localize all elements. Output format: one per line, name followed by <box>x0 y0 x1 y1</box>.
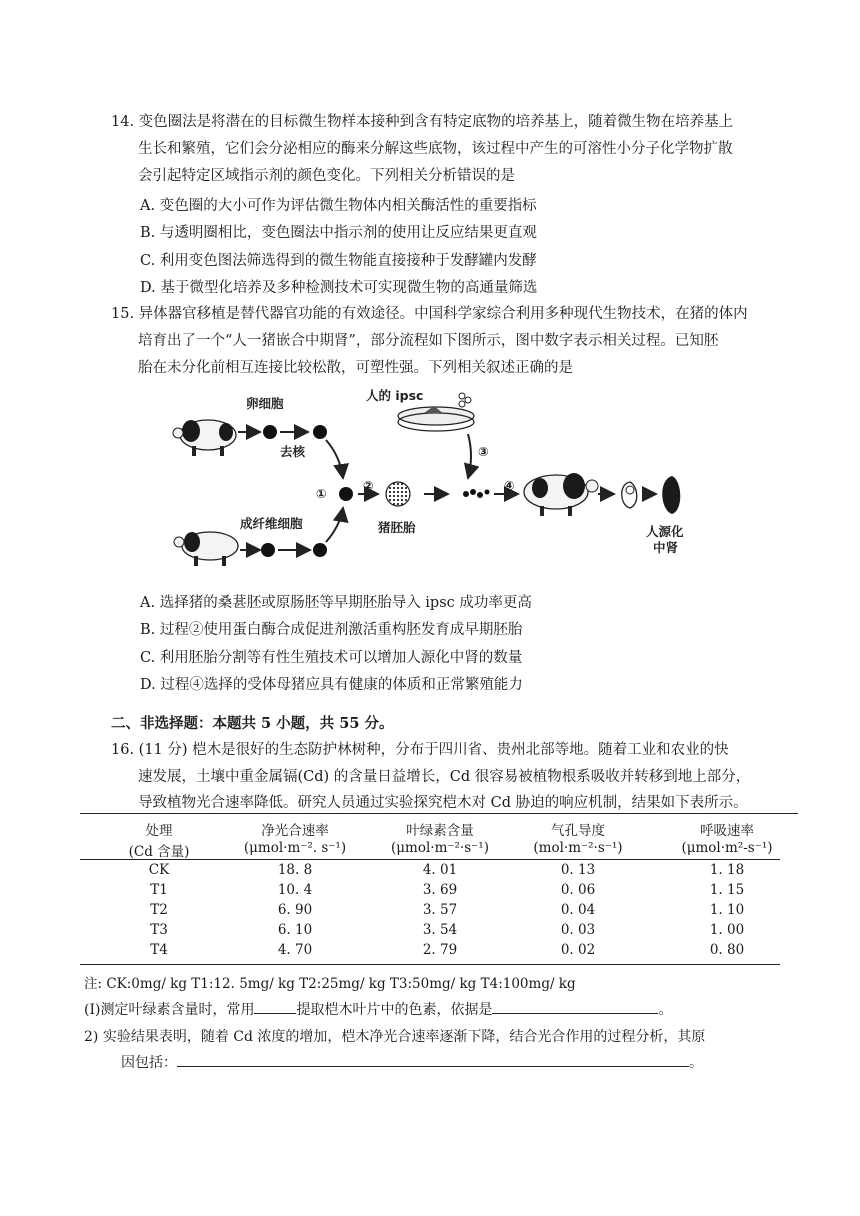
table-cell-treatment: CK <box>148 862 170 878</box>
human-ipsc-label: 人的 ipsc <box>366 388 424 403</box>
fibroblast-nucleus-icon <box>313 543 327 557</box>
step1-label: ① <box>316 486 327 501</box>
q16-sub1-end: 。 <box>658 1002 673 1018</box>
header-net-photo-unit: (μmol·m⁻². s⁻¹) <box>243 840 347 856</box>
kidney-label-line1: 人源化 <box>646 524 684 539</box>
chimeric-kidney-flow-diagram <box>168 386 688 576</box>
kidney-label-line2: 中肾 <box>653 540 679 555</box>
table-cell-chlorophyll: 2. 79 <box>422 942 458 958</box>
table-cell-stomatal: 0. 06 <box>560 882 596 898</box>
q16-sub1-text-a: (Ⅰ)测定叶绿素含量时，常用 <box>84 1002 255 1018</box>
table-cell-net-photo: 18. 8 <box>277 862 313 878</box>
q16-sub2-blank[interactable] <box>177 1052 689 1067</box>
fibroblast-cell-icon <box>261 543 275 557</box>
table-cell-treatment: T2 <box>150 902 168 918</box>
q15-option-a: A. 选择猪的桑葚胚或原肠胚等早期胚胎导入 ipsc 成功率更高 <box>140 595 532 611</box>
header-net-photo: 净光合速率 <box>261 823 329 839</box>
table-cell-treatment: T3 <box>150 922 168 938</box>
q16-sub2-end: 。 <box>689 1055 703 1071</box>
q16-sub2-line2 <box>121 1052 703 1072</box>
step3-label: ③ <box>478 444 489 459</box>
table-cell-treatment: T4 <box>150 942 168 958</box>
header-chlorophyll: 叶绿素含量 <box>406 823 474 839</box>
table-cell-stomatal: 0. 13 <box>560 862 596 878</box>
table-top-rule <box>80 813 798 814</box>
table-cell-stomatal: 0. 02 <box>560 942 596 958</box>
q16-sub1 <box>84 999 672 1019</box>
q16-stem-line2: 速发展，土壤中重金属镉(Cd) 的含量日益增长，Cd 很容易被植物根系吸收并转移到地上部分， <box>138 769 751 785</box>
q16-sub2-label: 因包括： <box>121 1055 177 1071</box>
table-cell-chlorophyll: 4. 01 <box>422 862 458 878</box>
table-cell-stomatal: 0. 03 <box>560 922 596 938</box>
step4-label: ④ <box>504 478 515 493</box>
step2-label: ② <box>363 478 374 493</box>
q14-option-b: B. 与透明圈相比，变色圈法中指示剂的使用让反应结果更直观 <box>140 225 537 241</box>
table-cell-stomatal: 0. 04 <box>560 902 596 918</box>
egg-cell-icon <box>263 425 277 439</box>
egg-cell-label: 卵细胞 <box>246 396 284 411</box>
table-cell-net-photo: 6. 90 <box>277 902 313 918</box>
q15-stem-line3: 胎在未分化前相互连接比较松散，可塑性强。下列相关叙述正确的是 <box>138 360 573 376</box>
table-cell-chlorophyll: 3. 54 <box>422 922 458 938</box>
q16-stem-line3: 导致植物光合速率降低。研究人员通过实验探究桤木对 Cd 胁迫的响应机制，结果如下表所示。 <box>138 795 748 811</box>
petri-dish-icon <box>398 406 474 431</box>
fetus-icon <box>622 482 637 508</box>
donor-pig-bottom-icon <box>174 532 238 566</box>
table-cell-respiration: 1. 18 <box>709 862 745 878</box>
fibroblast-label: 成纤维细胞 <box>240 516 303 531</box>
pig-embryo-icon <box>386 482 410 506</box>
table-bottom-rule <box>80 964 780 965</box>
enucleated-egg-icon <box>313 425 327 439</box>
table-cell-net-photo: 6. 10 <box>277 922 313 938</box>
enucleate-label: 去核 <box>280 444 306 459</box>
table-cell-net-photo: 4. 70 <box>277 942 313 958</box>
q15-stem-line2: 培育出了一个“人一猪嵌合中期肾”，部分流程如下图所示，图中数字表示相关过程。已知胚 <box>138 333 719 349</box>
table-cell-chlorophyll: 3. 57 <box>422 902 458 918</box>
header-respiration: 呼吸速率 <box>700 823 754 839</box>
table-cell-chlorophyll: 3. 69 <box>422 882 458 898</box>
q15-stem-line1: 15. 异体器官移植是替代器官功能的有效途径。中国科学家综合利用多种现代生物技术，在猪的体内 <box>111 306 748 322</box>
header-stomatal-unit: (mol·m⁻²·s⁻¹) <box>533 840 623 856</box>
table-note: 注: CK:0mg/ kg T1:12. 5mg/ kg T2:25mg/ kg T3:50mg/ kg T4:100mg/ kg <box>84 976 576 992</box>
q14-option-c: C. 利用变色图法筛选得到的微生物能直接接种于发酵罐内发酵 <box>140 253 537 269</box>
q15-option-c: C. 利用胚胎分割等有性生殖技术可以增加人源化中肾的数量 <box>140 650 523 666</box>
header-treatment-unit: (Cd 含量) <box>128 844 190 860</box>
table-header-rule <box>80 859 780 860</box>
q16-sub2-line1: 2) 实验结果表明，随着 Cd 浓度的增加，桤木净光合速率逐渐下降，结合光合作用的过程分析，其原 <box>84 1029 706 1045</box>
table-cell-respiration: 1. 00 <box>709 922 745 938</box>
chimeric-embryo-icon <box>463 489 490 498</box>
header-stomatal: 气孔导度 <box>551 823 605 839</box>
recipient-pig-icon <box>524 473 598 516</box>
table-cell-respiration: 1. 15 <box>709 882 745 898</box>
pig-embryo-label: 猪胚胎 <box>378 520 416 535</box>
q14-stem-line3: 会引起特定区域指示剂的颜色变化。下列相关分析错误的是 <box>138 168 515 184</box>
header-respiration-unit: (μmol·m²-s⁻¹) <box>681 840 773 856</box>
header-treatment: 处理 <box>145 823 173 839</box>
table-cell-net-photo: 10. 4 <box>277 882 313 898</box>
q14-option-d: D. 基于微型化培养及多种检测技术可实现微生物的高通量筛选 <box>140 280 538 296</box>
section-heading: 二、非选择题：本题共 5 小题，共 55 分。 <box>111 715 394 732</box>
q14-option-a: A. 变色圈的大小可作为评估微生物体内相关酶活性的重要指标 <box>140 198 537 214</box>
table-cell-respiration: 1. 10 <box>709 902 745 918</box>
table-cell-treatment: T1 <box>150 882 168 898</box>
q16-sub1-blank-basis[interactable] <box>492 999 658 1014</box>
donor-pig-top-icon <box>173 420 236 456</box>
header-chlorophyll-unit: (μmol·m⁻²·s⁻¹) <box>391 840 489 856</box>
ipsc-cells-icon <box>459 393 471 407</box>
q14-stem-line2: 生长和繁殖，它们会分泌相应的酶来分解这些底物，该过程中产生的可溶性小分子化学物扩散 <box>138 141 733 157</box>
q15-option-b: B. 过程②使用蛋白酶合成促进剂激活重构胚发育成早期胚胎 <box>140 622 523 638</box>
q14-stem-line1: 14. 变色圈法是将潜在的目标微生物样本接种到含有特定底物的培养基上，随着微生物在培养基上 <box>111 114 734 130</box>
kidney-icon <box>662 476 680 514</box>
q15-option-d: D. 过程④选择的受体母猪应具有健康的体质和正常繁殖能力 <box>140 677 523 693</box>
table-cell-respiration: 0. 80 <box>709 942 745 958</box>
q16-stem-line1: 16. (11 分) 桤木是很好的生态防护林树种，分布于四川省、贵州北部等地。随着工业和农业的快 <box>111 742 729 758</box>
q16-sub1-text-b: 提取桤木叶片中的色素，依据是 <box>296 1002 493 1018</box>
q16-sub1-blank-solvent[interactable] <box>254 999 296 1014</box>
reconstructed-egg-icon <box>339 487 353 501</box>
